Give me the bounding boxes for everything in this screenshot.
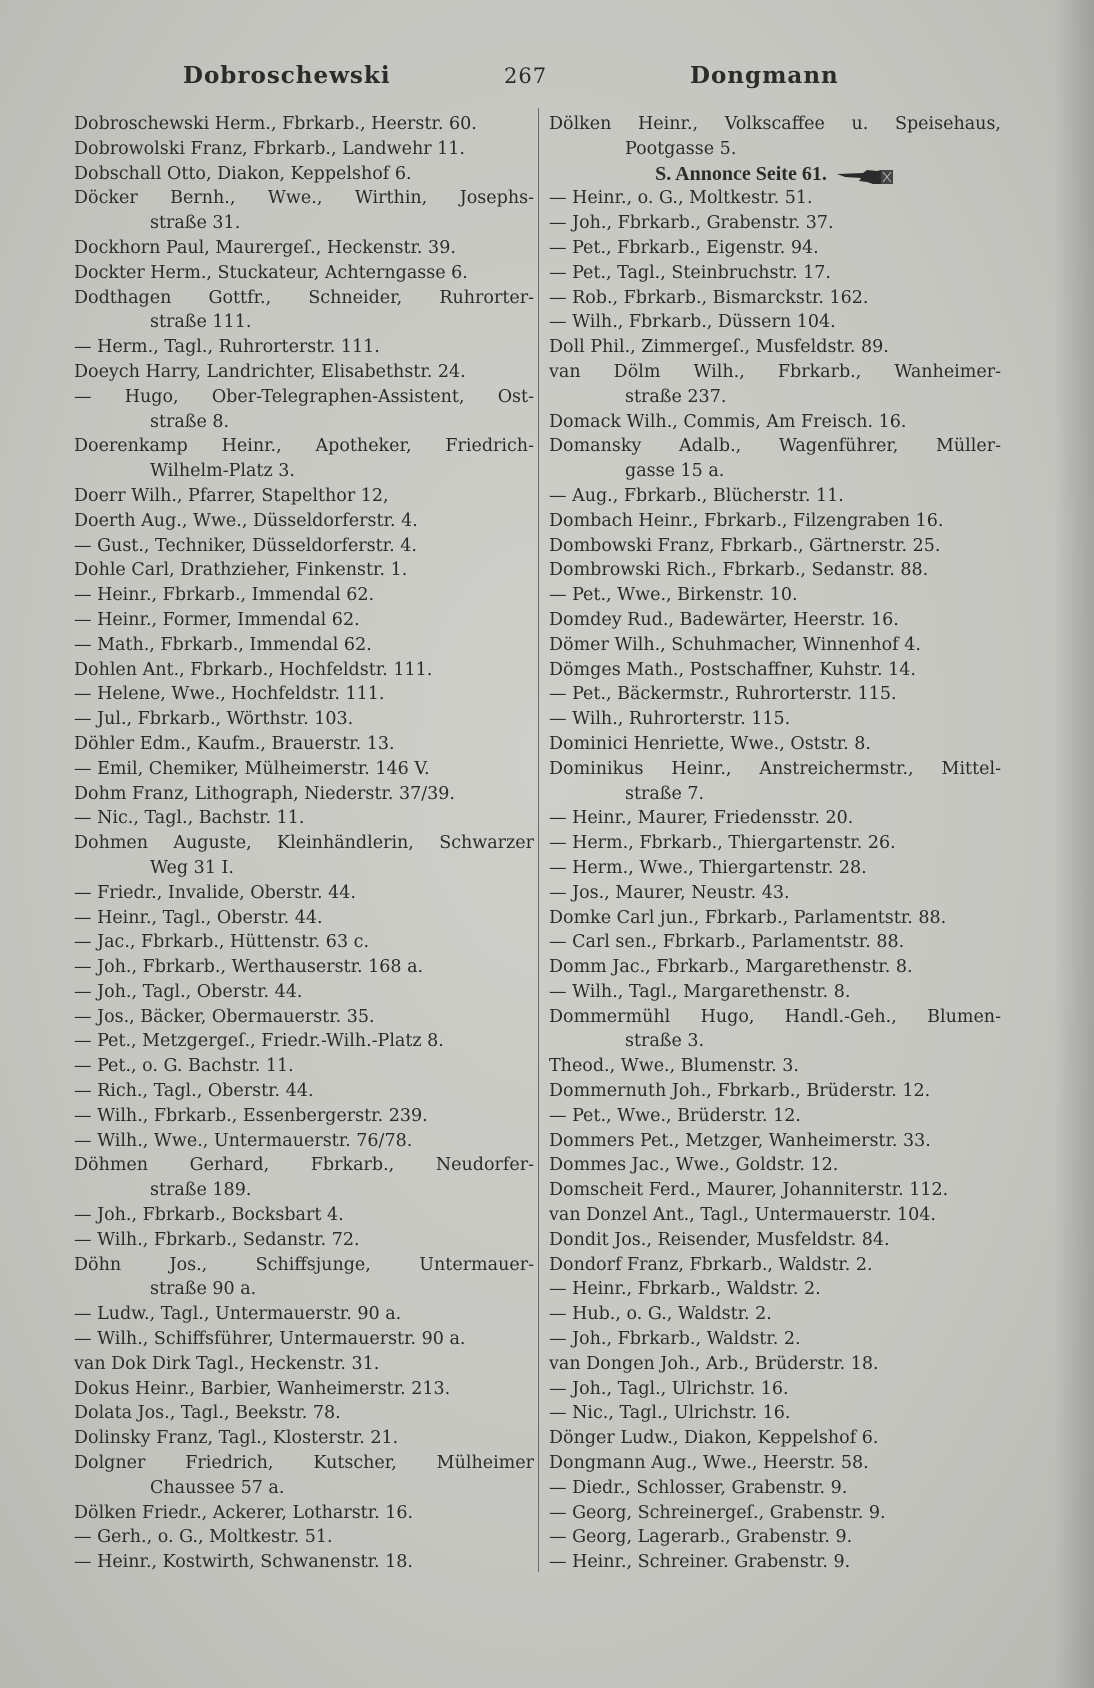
directory-entry (549, 1228, 1001, 1253)
directory-entry (549, 1377, 1001, 1402)
directory-entry (74, 732, 534, 757)
entry-continuation (549, 385, 1001, 410)
entry-text: — Rich., Tagl., Oberstr. 44. (74, 1081, 314, 1102)
entry-text: — Wilh., Wwe., Untermauerstr. 76/78. (74, 1130, 413, 1151)
entry-text: Dobschall Otto, Diakon, Keppelshof 6. (74, 163, 412, 184)
directory-entry (549, 509, 1001, 534)
directory-entry (549, 1476, 1001, 1501)
directory-entry (74, 1426, 534, 1451)
entry-text: straße 31. (150, 213, 241, 234)
directory-entry (549, 1501, 1001, 1526)
entry-text: Dobrowolski Franz, Fbrkarb., Landwehr 11. (74, 138, 465, 159)
directory-entry (74, 682, 534, 707)
directory-entry (74, 509, 534, 534)
entry-text: — Joh., Tagl., Oberstr. 44. (74, 981, 303, 1002)
directory-entry (74, 906, 534, 931)
advert-reference (549, 162, 1001, 187)
entry-text: Dolgner Friedrich, Kutscher, Mülheimer (74, 1453, 534, 1474)
entry-text: — Heinr., Kostwirth, Schwanenstr. 18. (74, 1552, 413, 1573)
column-divider (538, 108, 539, 1572)
entry-text: Dommermühl Hugo, Handl.-Geh., Blumen- (549, 1006, 1001, 1027)
directory-entry (549, 881, 1001, 906)
entry-text: — Heinr., Maurer, Friedensstr. 20. (549, 808, 854, 829)
directory-entry (549, 757, 1001, 782)
directory-entry (549, 335, 1001, 360)
entry-text: — Wilh., Fbrkarb., Düssern 104. (549, 312, 836, 333)
directory-entry (549, 1104, 1001, 1129)
entry-text: — Jos., Bäcker, Obermauerstr. 35. (74, 1006, 375, 1027)
directory-entry (74, 484, 534, 509)
directory-entry (549, 856, 1001, 881)
entry-text: — Math., Fbrkarb., Immendal 62. (74, 634, 372, 655)
entry-text: — Jos., Maurer, Neustr. 43. (549, 882, 790, 903)
entry-text: — Joh., Fbrkarb., Grabenstr. 37. (549, 213, 834, 234)
entry-text: Dohle Carl, Drathzieher, Finkenstr. 1. (74, 560, 408, 581)
directory-entry (74, 137, 534, 162)
entry-text: — Rob., Fbrkarb., Bismarckstr. 162. (549, 287, 869, 308)
entry-text: S. Annonce Seite 61. (655, 162, 827, 185)
entry-text: Dohmen Auguste, Kleinhändlerin, Schwarzer (74, 833, 534, 854)
entry-text: straße 3. (625, 1031, 705, 1052)
entry-text: — Heinr., Tagl., Oberstr. 44. (74, 907, 323, 928)
directory-entry (74, 1005, 534, 1030)
entry-text: Domke Carl jun., Fbrkarb., Parlamentstr. 88. (549, 907, 947, 928)
directory-entry (549, 658, 1001, 683)
entry-text: — Wilh., Ruhrorterstr. 115. (549, 709, 791, 730)
entry-text: — Georg, Schreinergeſ., Grabenstr. 9. (549, 1502, 886, 1523)
entry-text: straße 189. (150, 1180, 252, 1201)
directory-entry (549, 1178, 1001, 1203)
directory-entry (549, 1525, 1001, 1550)
directory-entry (74, 434, 534, 459)
directory-entry (74, 1377, 534, 1402)
entry-text: Dockter Herm., Stuckateur, Achterngasse 6. (74, 262, 468, 283)
entry-text: — Gust., Techniker, Düsseldorferstr. 4. (74, 535, 417, 556)
directory-entry (74, 930, 534, 955)
entry-text: van Dölm Wilh., Fbrkarb., Wanheimer- (549, 361, 1001, 382)
directory-entry (74, 1129, 534, 1154)
entry-text: Dominici Henriette, Wwe., Oststr. 8. (549, 733, 871, 754)
entry-text: — Joh., Fbrkarb., Bocksbart 4. (74, 1205, 344, 1226)
entry-continuation (74, 410, 534, 435)
directory-entry (549, 1327, 1001, 1352)
directory-entry (74, 286, 534, 311)
entry-text: — Pet., Metzgergeſ., Friedr.-Wilh.-Platz 8. (74, 1031, 444, 1052)
directory-entry (74, 186, 534, 211)
directory-entry (549, 1153, 1001, 1178)
entry-text: — Heinr., Fbrkarb., Waldstr. 2. (549, 1279, 821, 1300)
directory-entry (549, 310, 1001, 335)
entry-text: — Pet., Bäckermstr., Ruhrorterstr. 115. (549, 684, 897, 705)
entry-text: straße 7. (625, 783, 705, 804)
directory-entry (74, 534, 534, 559)
entry-text: straße 111. (150, 312, 252, 333)
directory-entry (549, 1277, 1001, 1302)
entry-text: Döcker Bernh., Wwe., Wirthin, Josephs- (74, 188, 534, 209)
directory-entry (549, 583, 1001, 608)
entry-text: Döhler Edm., Kaufm., Brauerstr. 13. (74, 733, 395, 754)
entry-text: Dommes Jac., Wwe., Goldstr. 12. (549, 1155, 839, 1176)
entry-continuation (549, 137, 1001, 162)
directory-entry (549, 955, 1001, 980)
entry-text: Dolinsky Franz, Tagl., Klosterstr. 21. (74, 1428, 399, 1449)
entry-text: — Pet., Wwe., Birkenstr. 10. (549, 585, 798, 606)
left-column (74, 112, 534, 1575)
directory-entry (74, 831, 534, 856)
entry-text: straße 90 a. (150, 1279, 257, 1300)
directory-entry (74, 1302, 534, 1327)
entry-text: — Wilh., Tagl., Margarethenstr. 8. (549, 981, 851, 1002)
running-head-right: Dongmann (690, 62, 839, 89)
directory-entry (74, 1352, 534, 1377)
entry-text: — Friedr., Invalide, Oberstr. 44. (74, 882, 356, 903)
entry-text: Dobroschewski Herm., Fbrkarb., Heerstr. 60. (74, 114, 477, 134)
directory-entry (549, 534, 1001, 559)
directory-entry (549, 707, 1001, 732)
entry-text: Dominikus Heinr., Anstreichermstr., Mittel- (549, 758, 1001, 779)
running-head-left: Dobroschewski (183, 62, 391, 89)
directory-entry (549, 682, 1001, 707)
directory-entry (74, 162, 534, 187)
entry-text: — Pet., Fbrkarb., Eigenstr. 94. (549, 237, 819, 258)
entry-text: Domm Jac., Fbrkarb., Margarethenstr. 8. (549, 957, 913, 978)
directory-entry (74, 583, 534, 608)
page-edge-shadow (1054, 0, 1094, 1688)
entry-text: — Wilh., Fbrkarb., Sedanstr. 72. (74, 1229, 360, 1250)
directory-entry (74, 633, 534, 658)
entry-text: Wilhelm-Platz 3. (150, 461, 295, 482)
directory-entry (74, 1451, 534, 1476)
directory-entry (549, 831, 1001, 856)
entry-text: Dombowski Franz, Fbrkarb., Gärtnerstr. 25. (549, 535, 941, 556)
entry-text: Pootgasse 5. (625, 138, 737, 159)
entry-text: — Aug., Fbrkarb., Blücherstr. 11. (549, 485, 844, 506)
directory-entry (74, 360, 534, 385)
directory-entry (74, 707, 534, 732)
entry-text: Dondit Jos., Reisender, Musfeldstr. 84. (549, 1229, 890, 1250)
directory-entry (549, 1451, 1001, 1476)
entry-continuation (74, 211, 534, 236)
right-column (549, 112, 1001, 1575)
directory-entry (549, 558, 1001, 583)
entry-text: Domscheit Ferd., Maurer, Johanniterstr. 112. (549, 1180, 949, 1201)
entry-continuation (74, 1277, 534, 1302)
directory-entry (549, 732, 1001, 757)
entry-text: Domack Wilh., Commis, Am Freisch. 16. (549, 411, 907, 432)
directory-entry (549, 980, 1001, 1005)
entry-text: — Heinr., o. G., Moltkestr. 51. (549, 188, 813, 209)
entry-continuation (74, 1476, 534, 1501)
entry-text: — Heinr., Schreiner. Grabenstr. 9. (549, 1552, 851, 1573)
entry-text: Doerth Aug., Wwe., Düsseldorferstr. 4. (74, 510, 418, 531)
directory-entry (74, 955, 534, 980)
entry-continuation (74, 310, 534, 335)
directory-entry (549, 410, 1001, 435)
entry-text: Dömer Wilh., Schuhmacher, Winnenhof 4. (549, 634, 921, 655)
directory-entry (549, 1079, 1001, 1104)
entry-text: — Pet., o. G. Bachstr. 11. (74, 1056, 294, 1077)
entry-text: gasse 15 a. (625, 461, 725, 482)
entry-text: Weg 31 I. (150, 857, 234, 878)
entry-text: — Gerh., o. G., Moltkestr. 51. (74, 1527, 333, 1548)
directory-entry (549, 211, 1001, 236)
entry-text: — Heinr., Former, Immendal 62. (74, 609, 360, 630)
directory-entry (549, 484, 1001, 509)
entry-text: Dokus Heinr., Barbier, Wanheimerstr. 213. (74, 1378, 451, 1399)
entry-text: — Herm., Tagl., Ruhrorterstr. 111. (74, 337, 380, 358)
directory-entry (549, 1426, 1001, 1451)
directory-entry (74, 1501, 534, 1526)
directory-entry (74, 1550, 534, 1575)
entry-continuation (549, 459, 1001, 484)
directory-entry (549, 186, 1001, 211)
entry-text: Dongmann Aug., Wwe., Heerstr. 58. (549, 1453, 869, 1474)
entry-text: van Dok Dirk Tagl., Heckenstr. 31. (74, 1353, 380, 1374)
directory-entry (74, 980, 534, 1005)
entry-text: Dodthagen Gottfr., Schneider, Ruhrorter- (74, 287, 534, 308)
directory-entry (74, 881, 534, 906)
entry-text: — Georg, Lagerarb., Grabenstr. 9. (549, 1527, 853, 1548)
directory-entry (74, 236, 534, 261)
entry-continuation (549, 782, 1001, 807)
entry-text: — Heinr., Fbrkarb., Immendal 62. (74, 585, 375, 606)
directory-entry (549, 608, 1001, 633)
entry-text: Doeych Harry, Landrichter, Elisabethstr. 24. (74, 361, 466, 382)
entry-continuation (549, 1029, 1001, 1054)
directory-entry (74, 1228, 534, 1253)
directory-entry (549, 236, 1001, 261)
entry-text: — Joh., Fbrkarb., Werthauserstr. 168 a. (74, 957, 424, 978)
directory-entry (74, 385, 534, 410)
entry-text: van Donzel Ant., Tagl., Untermauerstr. 104. (549, 1205, 936, 1226)
directory-entry (549, 112, 1001, 137)
directory-entry (549, 1352, 1001, 1377)
directory-entry (74, 658, 534, 683)
entry-text: — Emil, Chemiker, Mülheimerstr. 146 V. (74, 758, 430, 779)
directory-entry (74, 1203, 534, 1228)
entry-text: Dombrowski Rich., Fbrkarb., Sedanstr. 88. (549, 560, 929, 581)
directory-entry (74, 1253, 534, 1278)
entry-text: — Pet., Wwe., Brüderstr. 12. (549, 1105, 801, 1126)
directory-entry (74, 608, 534, 633)
entry-text: Domansky Adalb., Wagenführer, Müller- (549, 436, 1001, 457)
directory-entry (74, 558, 534, 583)
directory-entry (74, 261, 534, 286)
directory-entry (549, 1302, 1001, 1327)
directory-entry (549, 1203, 1001, 1228)
directory-entry (549, 806, 1001, 831)
entry-text: Dohm Franz, Lithograph, Niederstr. 37/39. (74, 783, 455, 804)
directory-entry (74, 1029, 534, 1054)
entry-text: — Hub., o. G., Waldstr. 2. (549, 1304, 772, 1325)
directory-entry (549, 1550, 1001, 1575)
entry-text: Dommernuth Joh., Fbrkarb., Brüderstr. 12. (549, 1081, 931, 1102)
entry-text: Dölken Friedr., Ackerer, Lotharstr. 16. (74, 1502, 414, 1523)
directory-entry (549, 930, 1001, 955)
directory-entry (549, 906, 1001, 931)
entry-text: — Carl sen., Fbrkarb., Parlamentstr. 88. (549, 932, 905, 953)
entry-text: Doerenkamp Heinr., Apotheker, Friedrich- (74, 436, 534, 457)
entry-text: — Nic., Tagl., Ulrichstr. 16. (549, 1403, 791, 1424)
directory-entry (549, 1401, 1001, 1426)
directory-entry (74, 1104, 534, 1129)
directory-entry (549, 434, 1001, 459)
entry-text: Dommers Pet., Metzger, Wanheimerstr. 33. (549, 1130, 931, 1151)
entry-text: — Pet., Tagl., Steinbruchstr. 17. (549, 262, 831, 283)
entry-text: — Hugo, Ober-Telegraphen-Assistent, Ost- (74, 386, 534, 407)
directory-entry (549, 1054, 1001, 1079)
entry-text: — Joh., Tagl., Ulrichstr. 16. (549, 1378, 789, 1399)
entry-text: Döhn Jos., Schiffsjunge, Untermauer- (74, 1254, 534, 1275)
entry-text: Döhmen Gerhard, Fbrkarb., Neudorfer- (74, 1155, 534, 1176)
directory-entry (549, 633, 1001, 658)
directory-entry (74, 806, 534, 831)
entry-text: Dockhorn Paul, Maurergeſ., Heckenstr. 39. (74, 237, 456, 258)
directory-entry (74, 1401, 534, 1426)
entry-text: — Diedr., Schlosser, Grabenstr. 9. (549, 1477, 848, 1498)
entry-text: — Nic., Tagl., Bachstr. 11. (74, 808, 305, 829)
directory-entry (549, 261, 1001, 286)
entry-text: — Ludw., Tagl., Untermauerstr. 90 a. (74, 1304, 402, 1325)
entry-text: — Jul., Fbrkarb., Wörthstr. 103. (74, 709, 354, 730)
directory-entry (74, 1079, 534, 1104)
entry-text: Domdey Rud., Badewärter, Heerstr. 16. (549, 609, 899, 630)
entry-text: van Dongen Joh., Arb., Brüderstr. 18. (549, 1353, 879, 1374)
entry-text: Chaussee 57 a. (150, 1477, 285, 1498)
entry-text: — Joh., Fbrkarb., Waldstr. 2. (549, 1329, 801, 1350)
directory-entry (74, 335, 534, 360)
entry-text: — Jac., Fbrkarb., Hüttenstr. 63 c. (74, 932, 370, 953)
entry-text: — Herm., Wwe., Thiergartenstr. 28. (549, 857, 867, 878)
entry-text: — Wilh., Schiffsführer, Untermauerstr. 90 a. (74, 1329, 466, 1350)
entry-text: Dombach Heinr., Fbrkarb., Filzengraben 16. (549, 510, 944, 531)
entry-text: Doerr Wilh., Pfarrer, Stapelthor 12, (74, 485, 389, 506)
directory-entry (74, 782, 534, 807)
pointing-hand-icon (837, 167, 895, 183)
directory-entry (549, 1129, 1001, 1154)
entry-continuation (74, 856, 534, 881)
entry-text: Dohlen Ant., Fbrkarb., Hochfeldstr. 111. (74, 659, 433, 680)
entry-text: Dondorf Franz, Fbrkarb., Waldstr. 2. (549, 1254, 873, 1275)
entry-text: Dömges Math., Postschaffner, Kuhstr. 14. (549, 659, 916, 680)
directory-entry (549, 286, 1001, 311)
entry-text: Doll Phil., Zimmergeſ., Musfeldstr. 89. (549, 337, 889, 358)
entry-text: Theod., Wwe., Blumenstr. 3. (549, 1056, 799, 1077)
entry-text: Dölken Heinr., Volkscaffee u. Speisehaus, (549, 114, 1001, 134)
directory-entry (549, 1005, 1001, 1030)
entry-text: — Herm., Fbrkarb., Thiergartenstr. 26. (549, 833, 896, 854)
entry-continuation (74, 459, 534, 484)
directory-entry (549, 1253, 1001, 1278)
entry-continuation (74, 1178, 534, 1203)
directory-entry (74, 112, 534, 137)
directory-entry (74, 1153, 534, 1178)
entry-text: Dönger Ludw., Diakon, Keppelshof 6. (549, 1428, 879, 1449)
directory-entry (74, 1054, 534, 1079)
page-number: 267 (504, 64, 548, 88)
entry-text: straße 8. (150, 411, 230, 432)
entry-text: straße 237. (625, 386, 727, 407)
directory-entry (74, 757, 534, 782)
directory-entry (74, 1525, 534, 1550)
entry-text: Dolata Jos., Tagl., Beekstr. 78. (74, 1403, 341, 1424)
entry-text: — Wilh., Fbrkarb., Essenbergerstr. 239. (74, 1105, 428, 1126)
entry-text: — Helene, Wwe., Hochfeldstr. 111. (74, 684, 385, 705)
directory-entry (74, 1327, 534, 1352)
directory-entry (549, 360, 1001, 385)
